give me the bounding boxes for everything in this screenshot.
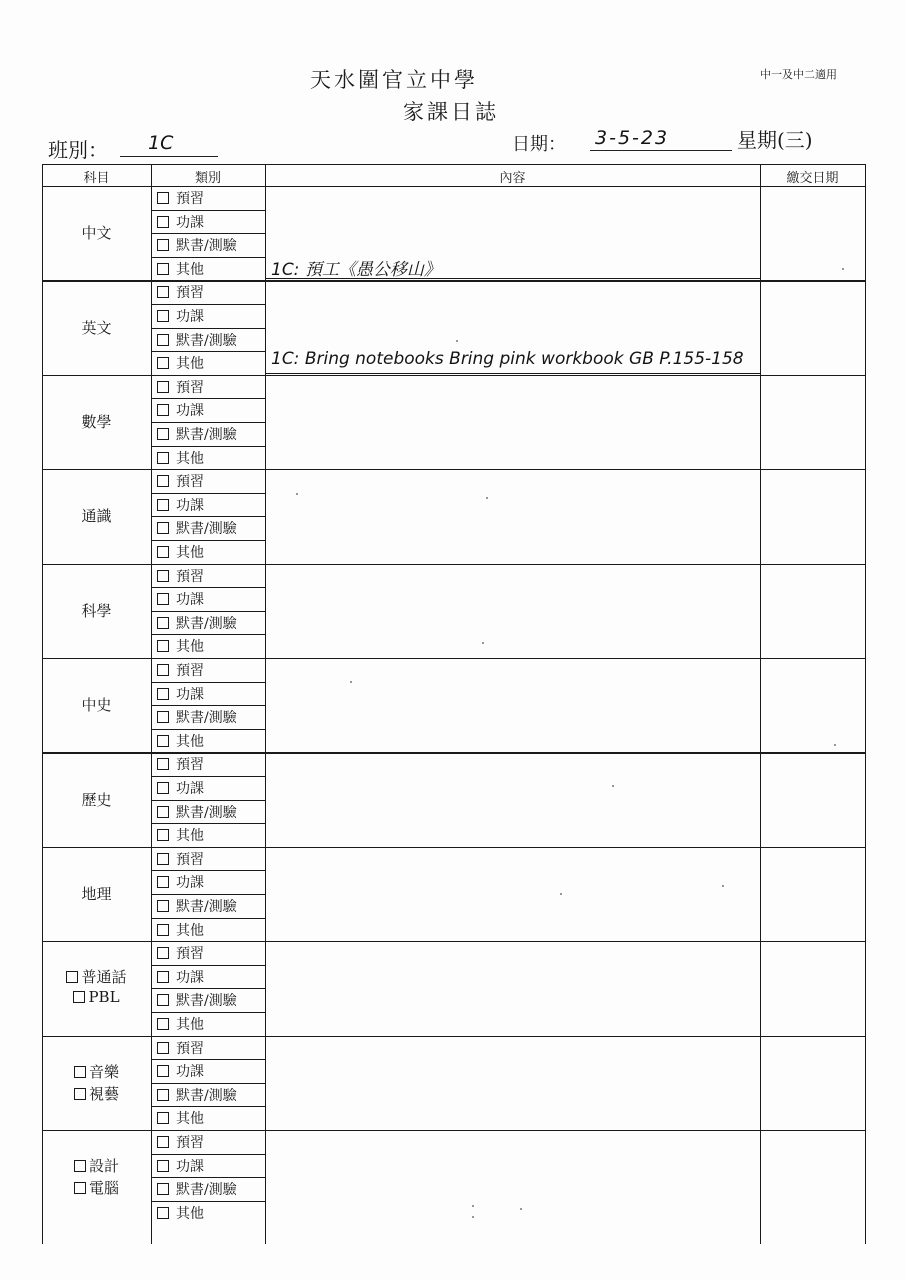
checkbox-icon: [157, 192, 169, 204]
category-option: [157, 589, 204, 609]
checkbox-icon: [157, 570, 169, 582]
class-underline: [120, 156, 218, 157]
category-label: 其他: [176, 450, 204, 467]
category-label: 其他: [176, 545, 204, 561]
table-gridline: [151, 540, 265, 541]
category-option: [157, 707, 237, 727]
checkbox-icon: [157, 829, 169, 841]
category-label: 功課: [176, 969, 204, 986]
checkbox-icon: [157, 499, 169, 511]
category-label: 默書/測驗: [176, 1182, 237, 1199]
category-option: [157, 188, 204, 208]
checkbox-icon: [157, 1018, 169, 1030]
category-option: [157, 967, 204, 987]
category-option: [157, 636, 204, 656]
category-label: 預習: [176, 379, 204, 396]
table-gridline: [151, 210, 265, 211]
scan-speck: [472, 1216, 474, 1218]
checkbox-icon: [157, 1207, 169, 1219]
subject-label: [42, 600, 151, 621]
date-underline: [590, 150, 732, 151]
category-option: [157, 212, 204, 232]
scan-speck: [350, 681, 352, 683]
table-gridline: [151, 1083, 265, 1084]
category-option: [157, 235, 237, 255]
category-option: [157, 990, 237, 1010]
category-label: 默書/測驗: [176, 238, 237, 255]
class-label: 班別：: [48, 138, 108, 162]
category-label: 功課: [176, 875, 204, 892]
table-gridline: [151, 304, 265, 305]
scan-speck: [296, 493, 298, 495]
subject-label: [42, 1061, 151, 1082]
subject-label: [42, 789, 151, 810]
category-label: 其他: [176, 733, 204, 750]
checkbox-icon: [157, 310, 169, 322]
table-gridline: [151, 776, 265, 777]
category-option: [157, 1156, 204, 1176]
table-gridline: [151, 398, 265, 399]
checkbox-icon: [157, 947, 169, 959]
category-option: [157, 1014, 204, 1034]
category-option: [157, 943, 204, 963]
category-option: [157, 424, 237, 444]
checkbox-icon: [74, 1182, 86, 1194]
category-option: [157, 518, 237, 538]
checkbox-icon: [157, 688, 169, 700]
category-label: 預習: [176, 946, 204, 963]
subject-name: PBL: [88, 988, 120, 1007]
scan-speck: [456, 340, 458, 342]
checkbox-icon: [157, 876, 169, 888]
table-gridline: [151, 233, 265, 234]
category-label: 功課: [176, 592, 204, 609]
category-option: [157, 1061, 204, 1081]
table-gridline: [760, 164, 761, 1244]
checkbox-icon: [74, 1160, 86, 1172]
subject-label: [42, 317, 151, 338]
category-label: 功課: [176, 309, 204, 325]
category-option: [157, 754, 204, 774]
table-gridline: [151, 587, 265, 588]
category-label: 其他: [176, 828, 204, 845]
table-gridline: [151, 823, 265, 824]
subject-label: [42, 1083, 151, 1104]
category-option: [157, 684, 204, 704]
category-label: 其他: [176, 1111, 204, 1128]
subject-name: 普通話: [81, 968, 127, 987]
category-option: [157, 377, 204, 397]
table-gridline: [151, 894, 265, 895]
subject-name: 數學: [81, 413, 112, 431]
category-option: [157, 872, 204, 892]
checkbox-icon: [157, 286, 169, 298]
table-gridline: [151, 328, 265, 329]
table-gridline: [151, 1177, 265, 1178]
category-label: 功課: [176, 403, 204, 420]
scan-speck: [482, 642, 484, 644]
checkbox-icon: [157, 782, 169, 794]
category-label: 預習: [176, 474, 204, 491]
table-gridline: [151, 1012, 265, 1013]
table-gridline: [151, 705, 265, 706]
table-gridline: [151, 634, 265, 635]
subject-label: [42, 966, 151, 987]
school-name: 天水圍官立中學: [310, 68, 478, 92]
category-label: 其他: [176, 1205, 204, 1222]
subject-name: 視藝: [88, 1084, 119, 1103]
category-label: 預習: [176, 191, 204, 207]
category-label: 默書/測驗: [176, 427, 237, 443]
subject-name: 歷史: [81, 790, 112, 809]
table-gridline: [151, 611, 265, 612]
checkbox-icon: [157, 239, 169, 251]
homework-content: 1C: Bring notebooks Bring pink workbook GB P.155-158: [271, 349, 744, 370]
column-header: 科目: [83, 171, 110, 186]
checkbox-icon: [157, 617, 169, 629]
category-option: [157, 471, 204, 491]
category-option: [157, 660, 204, 680]
category-label: 預習: [176, 757, 204, 774]
checkbox-icon: [157, 1089, 169, 1101]
table-gridline: [151, 800, 265, 801]
table-gridline: [151, 918, 265, 919]
category-option: [157, 542, 204, 562]
category-label: 功課: [176, 1158, 204, 1175]
category-option: [157, 330, 237, 350]
weekday-label: 星期(三): [737, 128, 813, 152]
checkbox-icon: [157, 853, 169, 865]
table-gridline: [265, 278, 760, 279]
category-option: [157, 259, 204, 279]
category-label: 其他: [176, 922, 204, 939]
subject-name: 通識: [81, 507, 112, 526]
category-option: [157, 613, 237, 633]
table-gridline: [265, 373, 760, 374]
category-label: 其他: [176, 356, 204, 373]
category-option: [157, 802, 237, 822]
category-option: [157, 1038, 204, 1058]
subject-label: [42, 1177, 151, 1198]
category-option: [157, 896, 237, 916]
category-option: [157, 1203, 204, 1223]
checkbox-icon: [157, 711, 169, 723]
checkbox-icon: [157, 593, 169, 605]
category-option: [157, 1108, 204, 1128]
checkbox-icon: [157, 404, 169, 416]
subject-label: [42, 505, 151, 526]
category-option: [157, 353, 204, 373]
category-option: [157, 849, 204, 869]
checkbox-icon: [66, 971, 78, 983]
table-gridline: [865, 164, 866, 1244]
checkbox-icon: [74, 1066, 86, 1078]
category-option: [157, 400, 204, 420]
table-gridline: [151, 422, 265, 423]
table-gridline: [151, 1106, 265, 1107]
checkbox-icon: [157, 381, 169, 393]
scan-speck: [834, 744, 836, 746]
checkbox-icon: [157, 475, 169, 487]
table-gridline: [151, 988, 265, 989]
table-gridline: [265, 164, 266, 1244]
scan-speck: [486, 497, 488, 499]
category-option: [157, 825, 204, 845]
date-value: 3-5-23: [595, 127, 670, 149]
category-label: 默書/測驗: [176, 804, 237, 821]
scan-speck: [560, 893, 562, 895]
scan-speck: [520, 1208, 522, 1210]
checkbox-icon: [157, 806, 169, 818]
category-label: 默書/測驗: [176, 521, 237, 538]
table-gridline: [151, 1154, 265, 1155]
category-label: 功課: [176, 497, 204, 514]
subject-label: [42, 411, 151, 432]
checkbox-icon: [157, 334, 169, 346]
table-gridline: [151, 682, 265, 683]
checkbox-icon: [157, 971, 169, 983]
category-option: [157, 566, 204, 586]
checkbox-icon: [157, 216, 169, 228]
subject-name: 科學: [81, 601, 112, 620]
checkbox-icon: [157, 428, 169, 440]
category-option: [157, 282, 204, 302]
column-header: 內容: [499, 171, 526, 186]
subject-name: 中文: [81, 224, 112, 243]
subject-label: [42, 988, 151, 1006]
scan-speck: [612, 785, 614, 787]
category-label: 其他: [176, 1017, 204, 1033]
table-gridline: [151, 446, 265, 447]
checkbox-icon: [157, 924, 169, 936]
date-label: 日期：: [512, 134, 566, 155]
checkbox-icon: [157, 263, 169, 275]
category-label: 預習: [176, 568, 204, 585]
category-label: 功課: [176, 781, 204, 797]
checkbox-icon: [73, 991, 85, 1003]
category-label: 其他: [176, 639, 204, 656]
category-option: [157, 920, 204, 940]
table-gridline: [151, 493, 265, 494]
category-label: 預習: [176, 851, 204, 868]
checkbox-icon: [157, 1112, 169, 1124]
checkbox-icon: [157, 1065, 169, 1077]
category-option: [157, 1085, 237, 1105]
subject-label: [42, 1155, 151, 1176]
category-label: 預習: [176, 1135, 204, 1151]
checkbox-icon: [157, 546, 169, 558]
homework-content: 1C: 預工《愚公移山》: [271, 259, 441, 280]
subject-name: 電腦: [88, 1179, 119, 1198]
subject-name: 地理: [81, 885, 112, 903]
subject-name: 中史: [81, 696, 112, 715]
checkbox-icon: [157, 994, 169, 1006]
scan-speck: [842, 268, 844, 270]
category-label: 默書/測驗: [176, 899, 237, 915]
subject-label: [42, 222, 151, 243]
scan-speck: [472, 1205, 474, 1207]
subject-label: [42, 883, 151, 904]
checkbox-icon: [157, 452, 169, 464]
table-gridline: [151, 870, 265, 871]
table-gridline: [42, 164, 865, 165]
category-label: 預習: [176, 663, 204, 679]
checkbox-icon: [157, 735, 169, 747]
category-label: 默書/測驗: [176, 615, 237, 632]
category-label: 功課: [176, 1064, 204, 1081]
table-gridline: [151, 965, 265, 966]
category-label: 默書/測驗: [176, 993, 237, 1010]
table-gridline: [151, 729, 265, 730]
checkbox-icon: [157, 758, 169, 770]
checkbox-icon: [157, 664, 169, 676]
category-option: [157, 778, 204, 798]
category-option: [157, 448, 204, 468]
table-gridline: [151, 516, 265, 517]
category-option: [157, 1179, 237, 1199]
category-option: [157, 495, 204, 515]
category-label: 預習: [176, 1040, 204, 1057]
column-header: 類別: [194, 171, 221, 186]
column-header: 繳交日期: [786, 171, 839, 186]
class-value: 1C: [148, 132, 174, 154]
checkbox-icon: [157, 1183, 169, 1195]
category-label: 默書/測驗: [176, 332, 237, 349]
checkbox-icon: [157, 1042, 169, 1054]
checkbox-icon: [157, 900, 169, 912]
subject-name: 英文: [81, 318, 112, 337]
table-gridline: [151, 1059, 265, 1060]
scan-speck: [722, 885, 724, 887]
category-label: 預習: [176, 285, 204, 302]
checkbox-icon: [157, 1160, 169, 1172]
table-gridline: [151, 257, 265, 258]
category-option: [157, 731, 204, 751]
category-label: 默書/測驗: [176, 1087, 237, 1104]
category-label: 默書/測驗: [176, 710, 237, 727]
subject-name: 音樂: [88, 1062, 119, 1081]
category-label: 功課: [176, 214, 204, 231]
category-option: [157, 1132, 204, 1152]
category-option: [157, 306, 204, 326]
table-gridline: [151, 351, 265, 352]
subject-label: [42, 694, 151, 715]
checkbox-icon: [157, 522, 169, 534]
category-label: 其他: [176, 261, 204, 278]
table-gridline: [151, 1201, 265, 1202]
checkbox-icon: [157, 357, 169, 369]
checkbox-icon: [157, 1136, 169, 1148]
subject-name: 設計: [88, 1157, 119, 1176]
checkbox-icon: [157, 640, 169, 652]
category-label: 功課: [176, 686, 204, 703]
usage-note: 中一及中二適用: [760, 68, 837, 81]
checkbox-icon: [74, 1088, 86, 1100]
document-title: 家課日誌: [403, 100, 499, 124]
